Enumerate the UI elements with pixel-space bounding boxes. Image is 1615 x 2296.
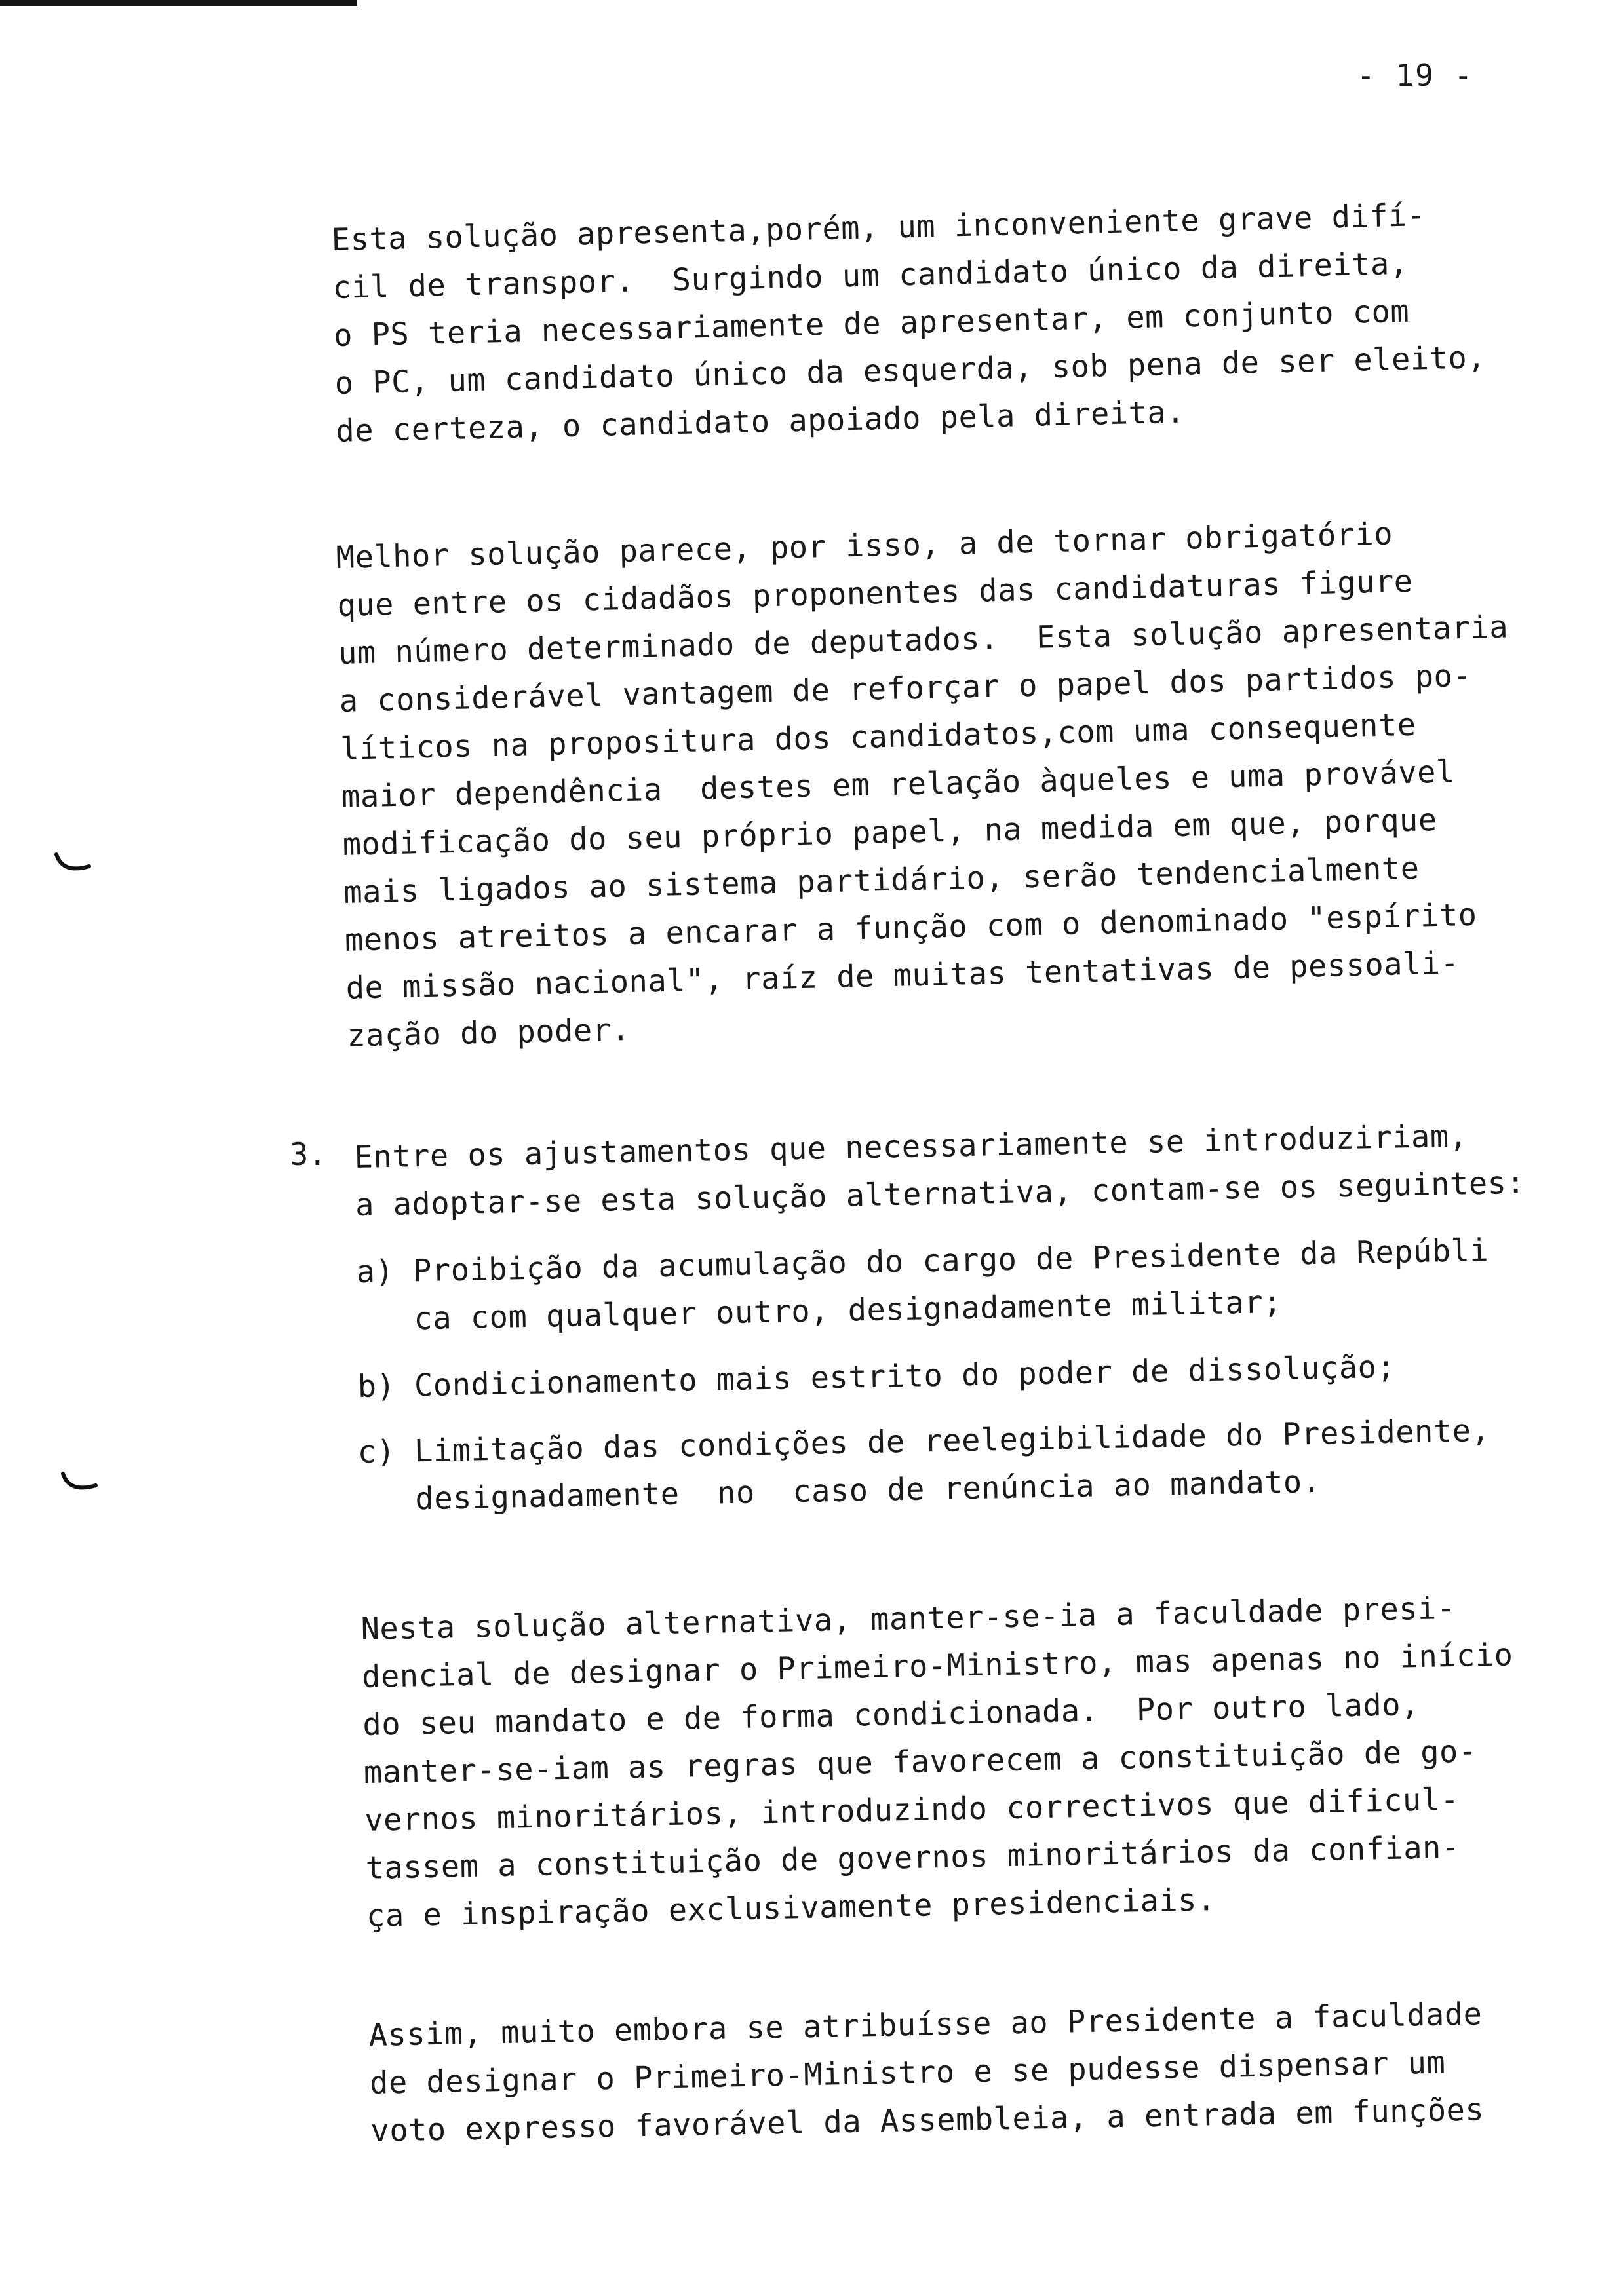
paragraph-line: voto expresso favorável da Assembleia, a entrada em funções <box>370 2092 1485 2149</box>
paragraph-line: um número determinado de deputados. Esta solução apresentaria <box>338 609 1509 672</box>
page-number: - 19 - <box>1357 58 1474 93</box>
paragraph-line: maior dependência destes em relação àqueles e uma provável <box>341 754 1456 815</box>
margin-check-mark <box>54 852 92 878</box>
paragraph-4 <box>368 1990 1485 2155</box>
paragraph-line: de designar o Primeiro-Ministro e se pudesse dispensar um <box>369 2044 1446 2101</box>
point-3-item-c <box>357 1407 1491 1524</box>
paragraph-line: a adoptar-se esta solução alternativa, contam-se os seguintes: <box>355 1164 1526 1223</box>
point-3-item-b <box>357 1343 1396 1411</box>
paragraph-line: ça e inspiração exclusivamente presidenciais. <box>366 1882 1216 1934</box>
list-item-line: a) Proibição da acumulação do cargo de Presidente da Repúbli <box>356 1232 1489 1290</box>
paragraph-line: Esta solução apresenta,porém, um inconveniente grave difí- <box>331 197 1427 258</box>
paragraph-line: dencial de designar o Primeiro-Ministro, mas apenas no início <box>361 1637 1513 1695</box>
paragraph-line: manter-se-iam as regras que favorecem a constituição de go- <box>363 1733 1478 1791</box>
margin-check-mark <box>60 1471 98 1497</box>
paragraph-line: Nesta solução alternativa, manter-se-ia a faculdade presi- <box>360 1590 1456 1647</box>
paragraph-line: do seu mandato e de forma condicionada. Por outro lado, <box>362 1687 1420 1743</box>
list-item-line: designadamente no caso de renúncia ao mandato. <box>358 1463 1321 1518</box>
paragraph-line: que entre os cidadãos proponentes das candidaturas figure <box>336 563 1414 624</box>
paragraph-line: tassem a constituição de governos minoritários da confian- <box>365 1829 1461 1886</box>
paragraph-line: a considerável vantagem de reforçar o papel dos partidos po- <box>339 657 1472 719</box>
paragraph-line: de missão nacional", raíz de muitas tentativas de pessoali- <box>345 945 1460 1006</box>
paragraph-line: o PC, um candidato único da esquerda, sob pena de ser eleito, <box>334 339 1487 402</box>
paragraph-line: líticos na propositura dos candidatos,com uma consequente <box>340 706 1417 767</box>
paragraph-line: o PS teria necessariamente de apresentar, em conjunto com <box>333 293 1410 354</box>
paragraph-line: modificação do seu próprio papel, na medida em que, porque <box>342 801 1438 863</box>
paragraph-line: Entre os ajustamentos que necessariamente se introduziriam, <box>354 1118 1468 1176</box>
paragraph-line: Assim, muito embora se atribuísse ao Presidente a faculdade <box>368 1996 1483 2054</box>
point-3-item-a <box>356 1227 1490 1344</box>
paragraph-line: vernos minoritários, introduzindo correctivos que dificul- <box>364 1781 1460 1839</box>
paragraph-line: mais ligados ao sistema partidário, serão tendencialmente <box>343 850 1420 911</box>
paragraph-line: cil de transpor. Surgindo um candidato único da direita, <box>332 245 1409 306</box>
paragraph-line: Melhor solução parece, por isso, a de tornar obrigatório <box>336 516 1393 576</box>
list-item-line: b) Condicionamento mais estrito do poder de dissolução; <box>357 1349 1396 1405</box>
list-item-line: c) Limitação das condições de reelegibilidade do Presidente, <box>357 1412 1490 1470</box>
top-rule <box>0 0 357 6</box>
paragraph-line: zação do poder. <box>346 1012 631 1054</box>
paragraph-line: de certeza, o candidato apoiado pela direita. <box>335 394 1186 450</box>
paragraph-1 <box>331 190 1487 455</box>
point-3-marker: 3. <box>290 1137 327 1173</box>
paragraph-2 <box>336 507 1517 1060</box>
list-item-line: ca com qualquer outro, designadamente militar; <box>357 1284 1283 1338</box>
paragraph-3 <box>360 1583 1518 1940</box>
point-3-text <box>354 1111 1526 1229</box>
paragraph-line: menos atreitos a encarar a função com o denominado "espírito <box>344 896 1478 959</box>
